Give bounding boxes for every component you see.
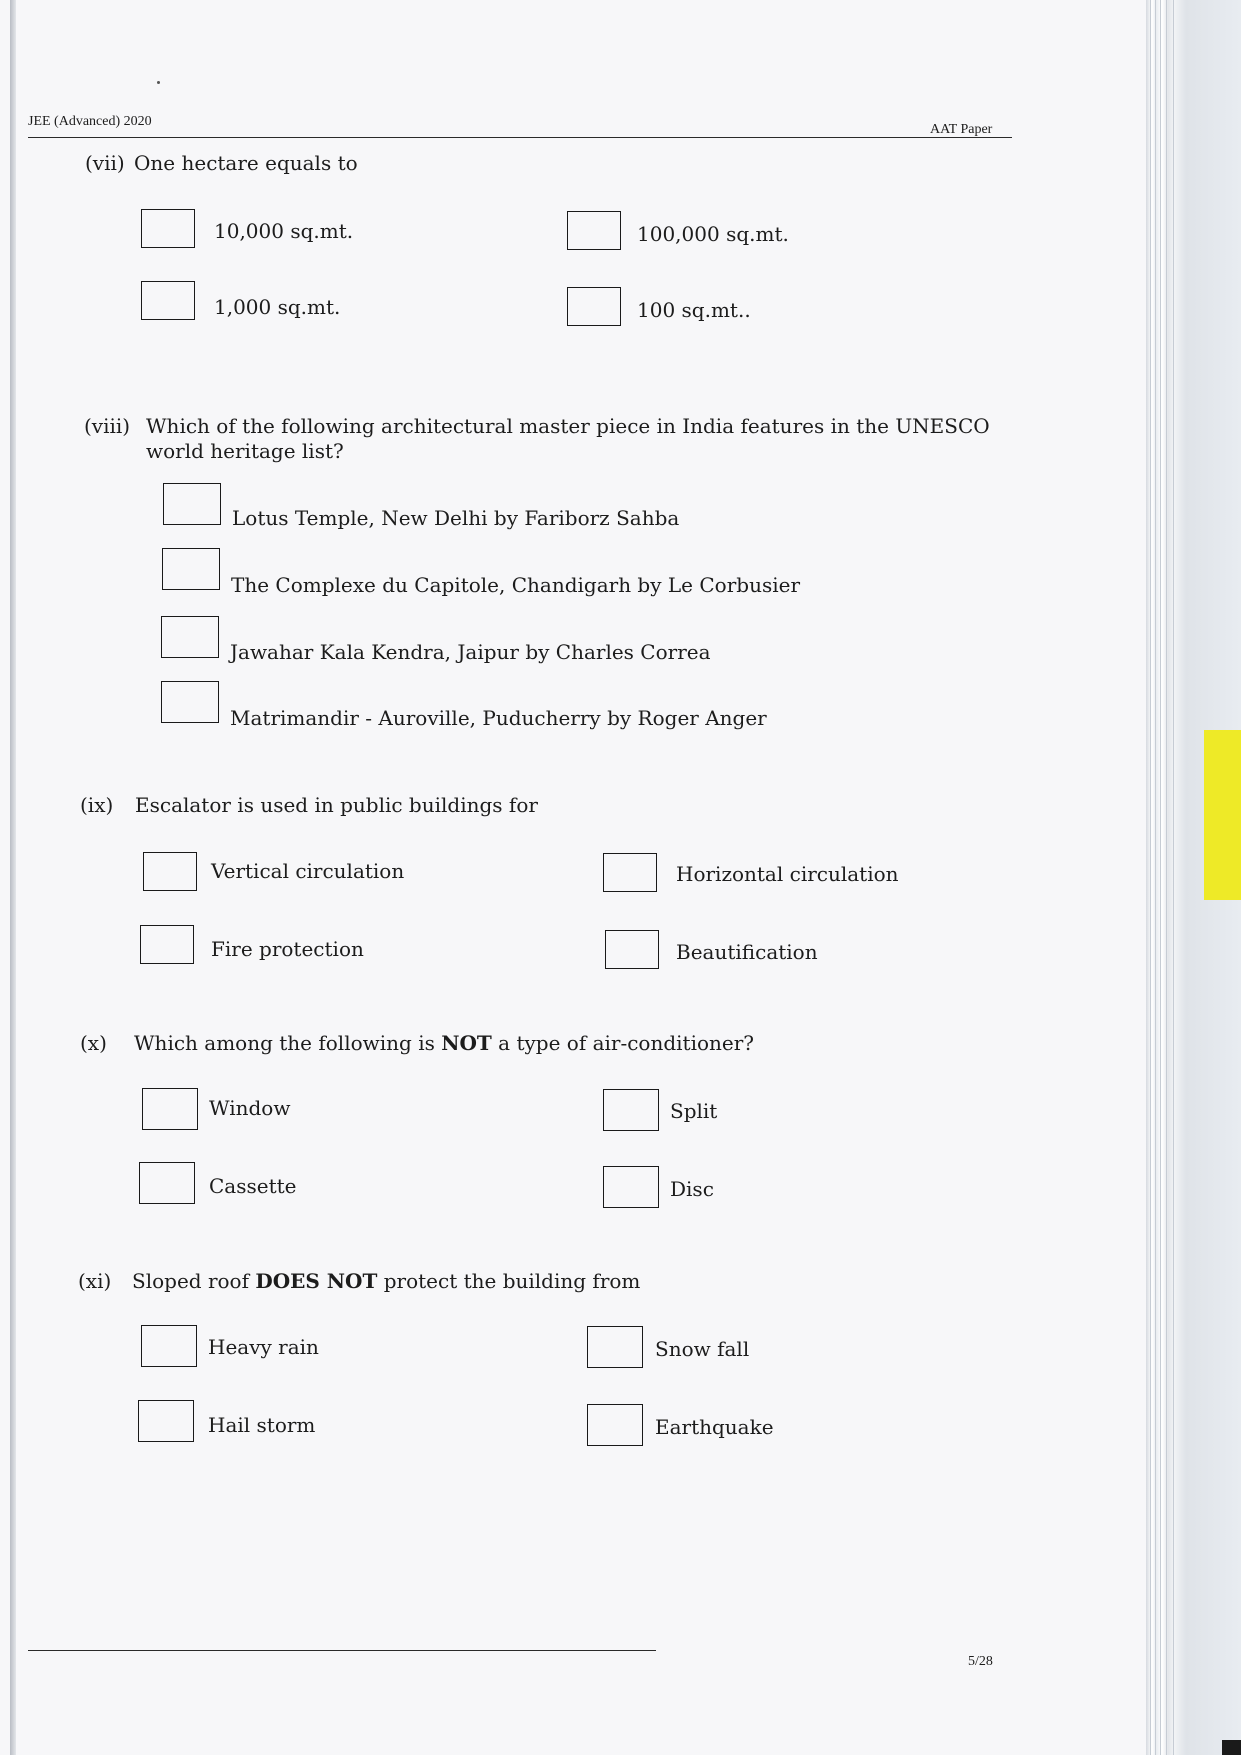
option-label: Heavy rain [208,1335,319,1359]
question-number: (ix) [80,793,114,817]
option-checkbox[interactable] [143,852,197,891]
option-checkbox[interactable] [141,281,195,320]
option-label: 100,000 sq.mt. [637,222,789,246]
question-number: (xi) [78,1269,112,1293]
option-label: Earthquake [655,1415,774,1439]
option-checkbox[interactable] [142,1088,198,1130]
option-label: Split [670,1099,718,1123]
option-label: Hail storm [208,1413,316,1437]
option-checkbox[interactable] [161,681,219,723]
question-text: Sloped roof DOES NOT protect the building from [132,1269,641,1293]
option-checkbox[interactable] [162,548,220,590]
option-label: Lotus Temple, New Delhi by Fariborz Sahba [232,506,680,530]
option-label: Horizontal circulation [676,862,899,886]
option-label: Cassette [209,1174,297,1198]
option-label: 1,000 sq.mt. [214,295,341,319]
option-checkbox[interactable] [161,616,219,658]
header-paper-name: AAT Paper [930,122,993,137]
page-number: 5/28 [968,1654,993,1669]
option-checkbox[interactable] [567,287,621,326]
scan-dot [157,81,160,84]
corner-mark [1222,1740,1241,1755]
option-checkbox[interactable] [603,1089,659,1131]
option-label: Matrimandir - Auroville, Puducherry by Roger Anger [230,706,767,730]
option-label: 100 sq.mt.. [637,298,751,322]
option-checkbox[interactable] [139,1162,195,1204]
question-text: One hectare equals to [134,151,358,175]
option-checkbox[interactable] [141,1325,197,1367]
option-label: 10,000 sq.mt. [214,219,354,243]
footer-rule [28,1650,656,1651]
option-checkbox[interactable] [163,483,221,525]
option-label: Window [209,1096,291,1120]
option-label: Fire protection [211,937,364,961]
option-label: Jawahar Kala Kendra, Jaipur by Charles Correa [230,640,711,664]
header-rule [28,137,1012,138]
option-checkbox[interactable] [141,209,195,248]
question-text: Escalator is used in public buildings for [135,793,538,817]
option-checkbox[interactable] [140,925,194,964]
option-checkbox[interactable] [587,1404,643,1446]
question-text: Which among the following is NOT a type of air-conditioner? [134,1031,755,1055]
option-label: The Complexe du Capitole, Chandigarh by Le Corbusier [231,573,801,597]
scan-left-edge [10,0,16,1755]
emphasis: DOES NOT [255,1269,378,1293]
question-number: (vii) [85,151,125,175]
question-number: (viii) [84,414,131,438]
option-label: Vertical circulation [211,859,405,883]
option-checkbox[interactable] [587,1326,643,1368]
question-text: Which of the following architectural master piece in India features in the UNESCO world heritage list? [146,414,990,463]
option-label: Snow fall [655,1337,750,1361]
option-label: Beautification [676,940,818,964]
option-checkbox[interactable] [138,1400,194,1442]
option-checkbox[interactable] [567,211,621,250]
option-checkbox[interactable] [603,1166,659,1208]
header-exam-name: JEE (Advanced) 2020 [28,114,152,129]
option-checkbox[interactable] [605,930,659,969]
yellow-tab-marker [1204,730,1241,900]
option-checkbox[interactable] [603,853,657,892]
option-label: Disc [670,1177,714,1201]
emphasis: NOT [441,1031,492,1055]
question-number: (x) [80,1031,107,1055]
